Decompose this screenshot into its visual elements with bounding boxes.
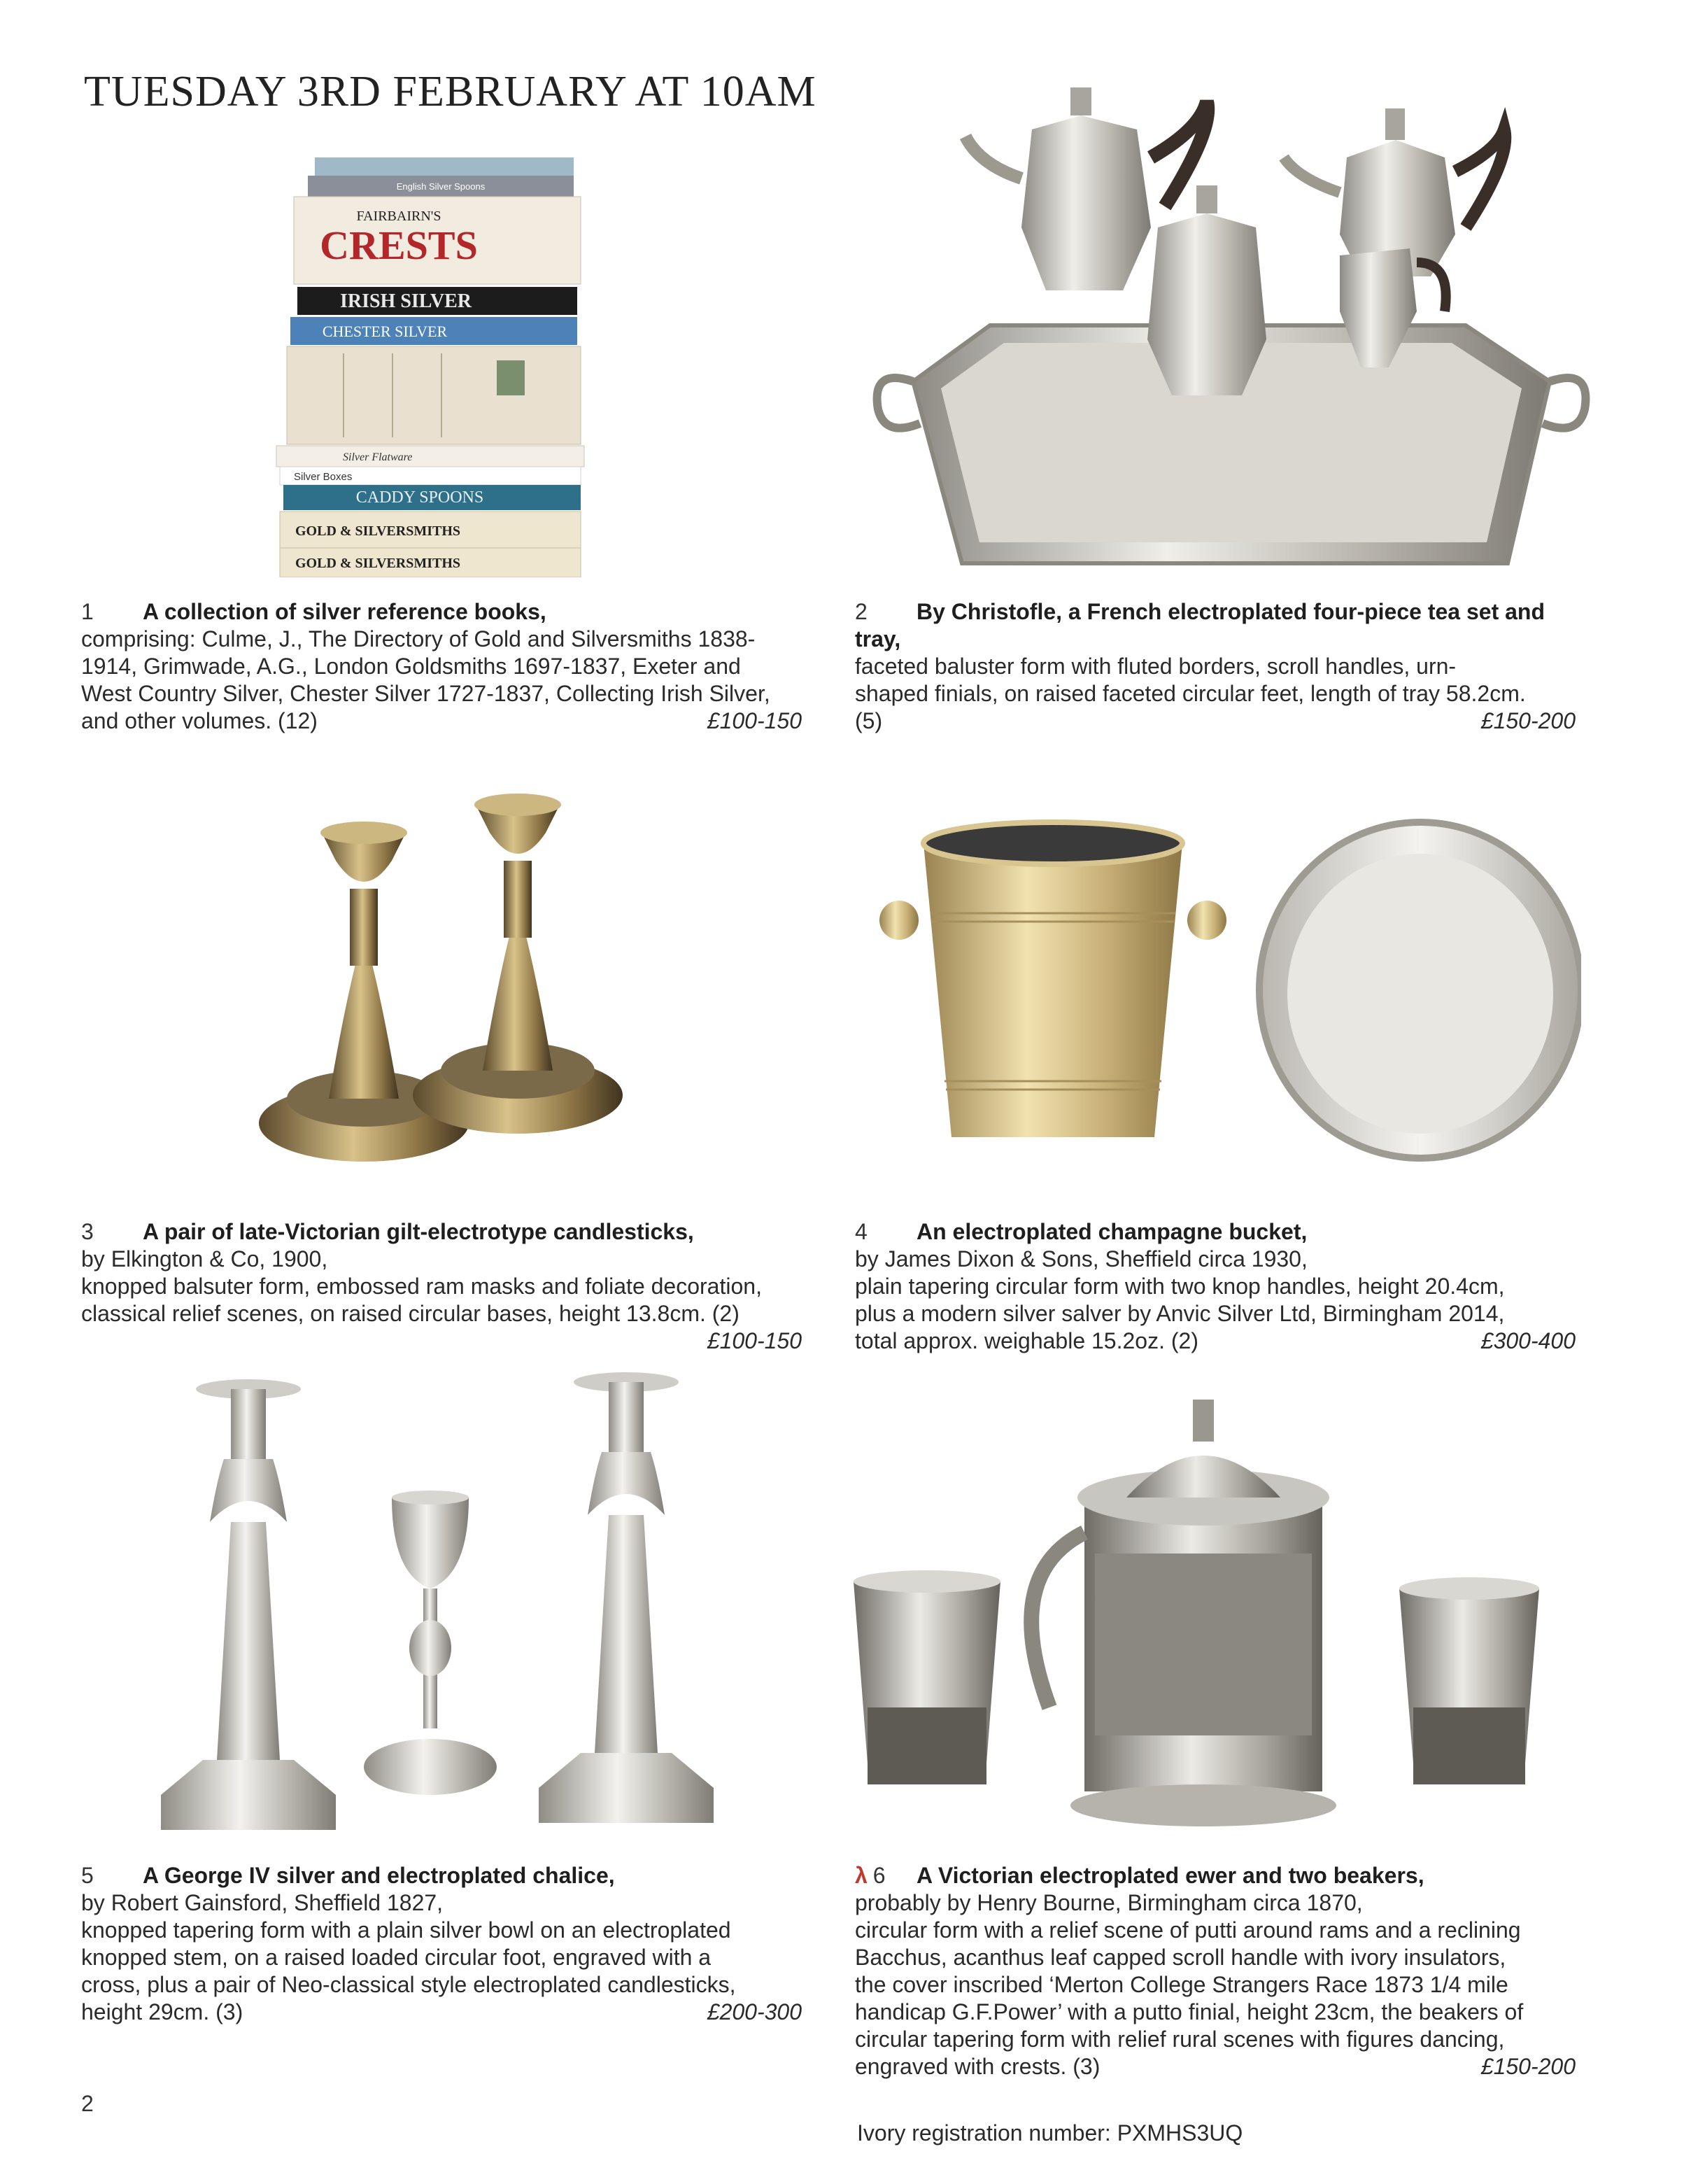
lot-description-line: by James Dixon & Sons, Sheffield circa 1930, <box>855 1246 1308 1271</box>
lot-estimate: £100-150 <box>707 708 802 733</box>
book-title: GOLD & SILVERSMITHS <box>295 556 460 571</box>
lot-description-line: total approx. weighable 15.2oz. (2) <box>855 1328 1198 1353</box>
lot-estimate: £150-200 <box>1480 708 1576 733</box>
lot-estimate: £300-400 <box>1480 1328 1576 1353</box>
lot-title: 5 A George IV silver and electroplated chalice, <box>81 1863 615 1888</box>
lot-2 <box>855 598 1576 735</box>
lot-description-line: faceted baluster form with fluted borders, scroll handles, urn- <box>855 654 1457 679</box>
lot-2-photo <box>857 73 1592 591</box>
book-title: Silver Flatware <box>343 451 413 463</box>
lot-number: 1 <box>81 599 94 624</box>
lot-5-photo <box>105 1368 756 1858</box>
lot-description-line: plus a modern silver salver by Anvic Silver Ltd, Birmingham 2014, <box>855 1301 1505 1326</box>
lot-description-line: plain tapering circular form with two knop handles, height 20.4cm, <box>855 1274 1505 1299</box>
lot-3 <box>81 1218 802 1355</box>
lot-number: λ 6 <box>855 1863 886 1888</box>
book-title: FAIRBAIRN'S <box>356 209 441 224</box>
lot-title: 4 An electroplated champagne bucket, <box>855 1219 1308 1244</box>
lot-title: λ 6 A Victorian electroplated ewer and two beakers, <box>855 1863 1424 1888</box>
tea-set-image <box>857 73 1592 591</box>
book-title: IRISH SILVER <box>339 290 472 312</box>
lot-4-photo <box>868 815 1581 1179</box>
lot-title-continuation: tray, <box>855 626 901 651</box>
lot-description-line: and other volumes. (12) <box>81 708 318 733</box>
book-title: CADDY SPOONS <box>355 488 484 507</box>
lot-title: 2 By Christofle, a French electroplated four-piece tea set and <box>855 599 1545 624</box>
lot-description-line: handicap G.F.Power’ with a putto finial, height 23cm, the beakers of <box>855 1999 1524 2024</box>
lot-estimate: £200-300 <box>707 1999 802 2024</box>
book-title: Silver Boxes <box>294 471 353 483</box>
lot-description-line: circular tapering form with relief rural scenes with figures dancing, <box>855 2027 1505 2052</box>
lot-description-line: cross, plus a pair of Neo-classical style electroplated candlesticks, <box>81 1972 736 1997</box>
ewer-beakers-image <box>847 1393 1574 1840</box>
book-title: CHESTER SILVER <box>322 323 448 340</box>
gilt-candlesticks-image <box>238 770 658 1190</box>
lot-description-line: (5) <box>855 708 883 733</box>
lot-5 <box>81 1862 802 2026</box>
lot-description-line: shaped finials, on raised faceted circular feet, length of tray 58.2cm. <box>855 681 1526 706</box>
lot-description-line: West Country Silver, Chester Silver 1727-1837, Collecting Irish Silver, <box>81 681 770 706</box>
ivory-registration: Ivory registration number: PXMHS3UQ <box>857 2120 1243 2146</box>
lot-description-line: engraved with crests. (3) <box>855 2054 1101 2079</box>
chalice-candlesticks-image <box>105 1368 756 1858</box>
lot-description-line: comprising: Culme, J., The Directory of Gold and Silversmiths 1838- <box>81 626 756 651</box>
lot-4 <box>855 1218 1576 1355</box>
lot-description-line: by Elkington & Co, 1900, <box>81 1246 328 1271</box>
lot-1-photo <box>259 143 630 577</box>
lot-number: 5 <box>81 1863 94 1888</box>
book-title: CRESTS <box>320 223 478 268</box>
lot-estimate: £100-150 <box>707 1328 802 1353</box>
book-title: GOLD & SILVERSMITHS <box>295 523 460 539</box>
lot-1 <box>81 598 802 735</box>
lot-description-line: knopped stem, on a raised loaded circular foot, engraved with a <box>81 1945 712 1970</box>
lot-description-line: knopped tapering form with a plain silver bowl on an electroplated <box>81 1917 731 1943</box>
lot-description-line: height 29cm. (3) <box>81 1999 243 2024</box>
lot-description-line: knopped balsuter form, embossed ram masks and foliate decoration, <box>81 1274 762 1299</box>
lot-title: 3 A pair of late-Victorian gilt-electrotype candlesticks, <box>81 1219 694 1244</box>
lambda-marker: λ <box>855 1863 868 1888</box>
lot-6 <box>855 1862 1576 2080</box>
page-number: 2 <box>81 2091 94 2116</box>
book-stack-image <box>259 143 630 577</box>
book-title: English Silver Spoons <box>396 181 486 192</box>
lot-description-line: circular form with a relief scene of putti around rams and a reclining <box>855 1917 1521 1943</box>
lot-number: 4 <box>855 1219 868 1244</box>
lot-description-line: Bacchus, acanthus leaf capped scroll handle with ivory insulators, <box>855 1945 1506 1970</box>
lot-6-photo <box>847 1393 1574 1840</box>
lot-description-line: 1914, Grimwade, A.G., London Goldsmiths 1697-1837, Exeter and <box>81 654 741 679</box>
lot-estimate: £150-200 <box>1480 2054 1576 2079</box>
lot-3-photo <box>238 770 658 1190</box>
lot-number: 2 <box>855 599 868 624</box>
page-title: TUESDAY 3RD FEBRUARY AT 10AM <box>84 68 816 115</box>
lot-description-line: the cover inscribed ‘Merton College Strangers Race 1873 1/4 mile <box>855 1972 1508 1997</box>
champagne-bucket-image <box>868 815 1581 1179</box>
lot-description-line: probably by Henry Bourne, Birmingham circa 1870, <box>855 1890 1363 1915</box>
lot-title: 1 A collection of silver reference books, <box>81 599 546 624</box>
lot-description-line: classical relief scenes, on raised circular bases, height 13.8cm. (2) <box>81 1301 740 1326</box>
lot-description-line: by Robert Gainsford, Sheffield 1827, <box>81 1890 444 1915</box>
lot-number: 3 <box>81 1219 94 1244</box>
